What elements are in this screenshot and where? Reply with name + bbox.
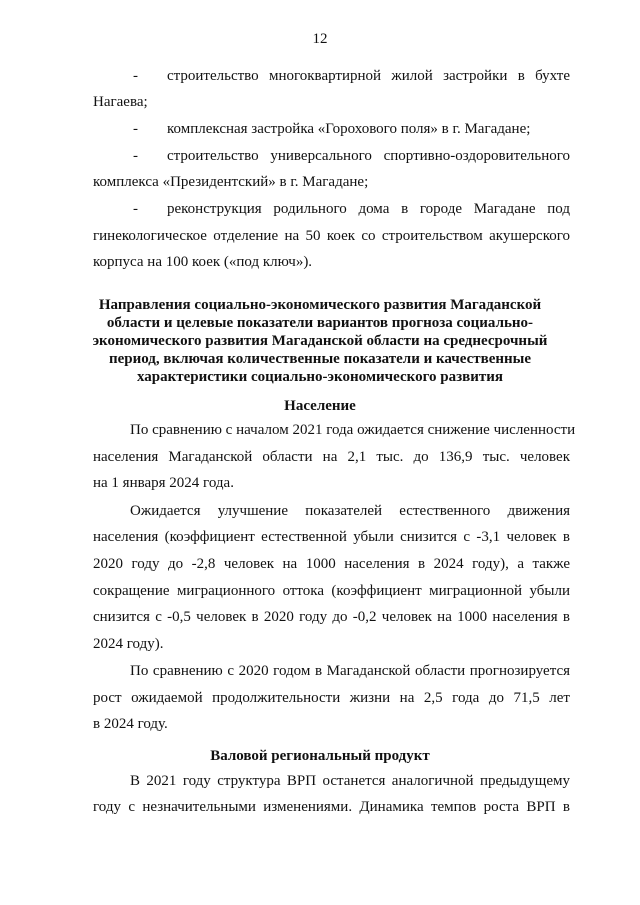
bullet-dash: - [133,148,138,164]
section-heading-line: экономического развития Магаданской области на среднесрочный [92,333,548,349]
bullet-dash: - [133,201,138,217]
paragraph-line: году с незначительными изменениями. Динамика темпов роста ВРП в [93,799,570,815]
population-heading: Население [284,398,356,414]
paragraph-line: В 2021 году структура ВРП останется аналогичной предыдущему [130,773,570,789]
paragraph-line: населения (коэффициент естественной убыли снизится с -3,1 человек в [93,529,570,545]
paragraph-line: рост ожидаемой продолжительности жизни на 2,5 года до 71,5 лет [93,690,570,706]
paragraph-line: сокращение миграционного оттока (коэффициент миграционной убыли [93,583,570,599]
paragraph-line: 2024 году). [93,636,164,652]
bullet-line: корпуса на 100 коек («под ключ»). [93,254,313,270]
paragraph-line: в 2024 году. [93,716,168,732]
section-heading-line: период, включая количественные показатели и качественные [108,351,532,367]
paragraph-line: на 1 января 2024 года. [93,475,234,491]
page-number: 12 [312,31,328,47]
bullet-dash: - [133,121,138,137]
bullet-line: реконструкция родильного дома в городе Магадане под [167,201,570,217]
grp-heading: Валовой региональный продукт [210,748,430,764]
paragraph-line: снизится с -0,5 человек в 2020 году до -0,2 человек на 1000 населения в [93,609,570,625]
section-heading-line: характеристики социально-экономического развития [136,369,504,385]
section-heading-line: Направления социально-экономического развития Магаданской [98,297,542,313]
paragraph-line: Ожидается улучшение показателей естественного движения [130,503,570,519]
bullet-line: строительство универсального спортивно-оздоровительного [167,148,570,164]
paragraph-line: По сравнению с 2020 годом в Магаданской области прогнозируется [130,663,570,679]
paragraph-line: По сравнению с началом 2021 года ожидается снижение численности [130,422,576,438]
bullet-line: комплексная застройка «Горохового поля» в г. Магадане; [167,121,531,137]
bullet-dash: - [133,68,138,84]
section-heading-line: области и целевые показатели вариантов прогноза социально- [106,315,534,331]
bullet-line: строительство многоквартирной жилой застройки в бухте [167,68,570,84]
bullet-line: комплекса «Президентский» в г. Магадане; [93,174,369,190]
bullet-line: гинекологическое отделение на 50 коек со строительством акушерского [93,228,570,244]
paragraph-line: 2020 году до -2,8 человек на 1000 населения в 2024 году), а также [93,556,570,572]
paragraph-line: населения Магаданской области на 2,1 тыс. до 136,9 тыс. человек [93,449,570,465]
bullet-line: Нагаева; [93,94,148,110]
